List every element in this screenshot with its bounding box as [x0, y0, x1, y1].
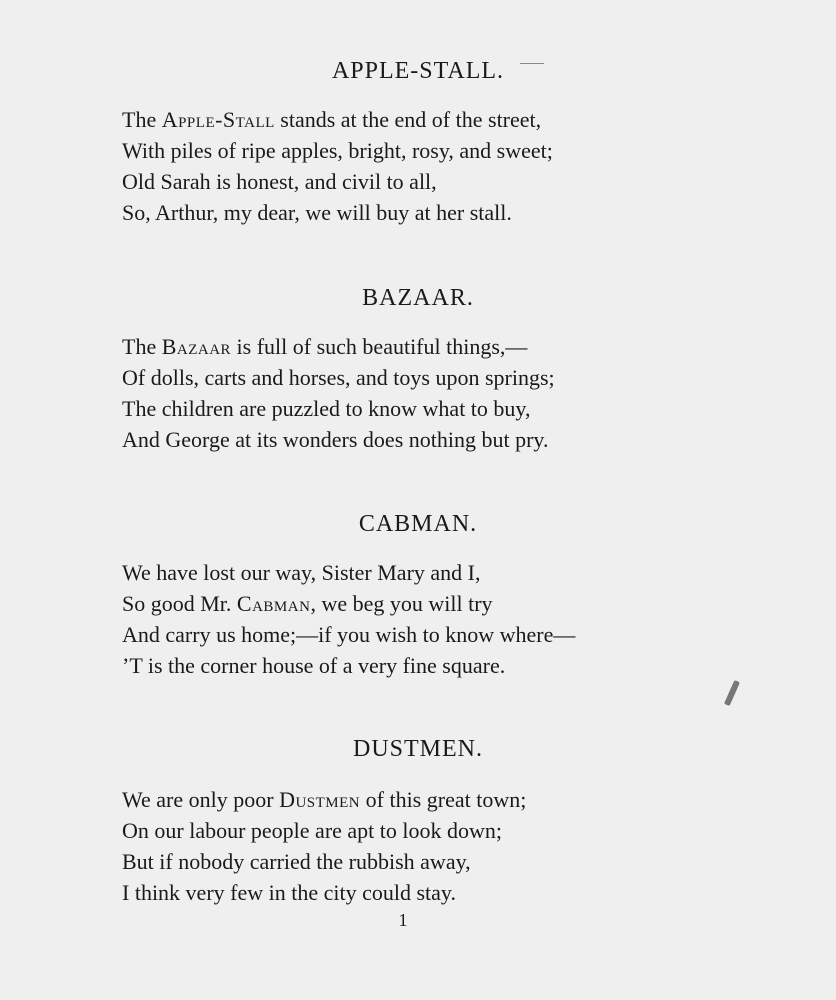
verse-apple-stall	[122, 104, 722, 228]
poem-title-cabman: CABMAN.	[358, 511, 478, 537]
verse-cabman	[122, 557, 722, 681]
verse-line: We are only poor Dustmen of this great town;	[122, 787, 527, 812]
page-number: 1	[398, 910, 408, 930]
poem-title-bazaar: BAZAAR.	[362, 285, 474, 311]
verse-line: Old Sarah is honest, and civil to all,	[122, 169, 437, 194]
verse-line: But if nobody carried the rubbish away,	[122, 849, 471, 874]
verse-line: The children are puzzled to know what to buy,	[122, 396, 531, 421]
verse-bazaar	[122, 331, 722, 455]
small-caps-word: Bazaar	[161, 334, 232, 359]
small-caps-word: Dustmen	[279, 787, 361, 812]
poem-title-dustmen: DUSTMEN.	[352, 736, 483, 762]
verse-line: Of dolls, carts and horses, and toys upon springs;	[122, 365, 555, 390]
verse-line: And carry us home;—if you wish to know where—	[122, 622, 576, 647]
verse-line: The Bazaar is full of such beautiful things,—	[122, 334, 528, 359]
verse-line: On our labour people are apt to look down;	[122, 818, 503, 843]
verse-line: We have lost our way, Sister Mary and I,	[122, 560, 481, 585]
small-caps-word: Cabman	[236, 591, 311, 616]
verse-line: With piles of ripe apples, bright, rosy, and sweet;	[122, 138, 553, 163]
small-caps-word: Apple-Stall	[161, 107, 275, 132]
verse-line: So good Mr. Cabman, we beg you will try	[122, 591, 493, 616]
pencil-mark	[724, 680, 740, 706]
verse-line: ’T is the corner house of a very fine square.	[122, 653, 506, 678]
verse-dustmen	[122, 784, 722, 908]
verse-line: So, Arthur, my dear, we will buy at her stall.	[122, 200, 512, 225]
verse-line: And George at its wonders does nothing but pry.	[122, 427, 549, 452]
poem-title-apple-stall: APPLE-STALL.	[331, 58, 505, 84]
verse-line: I think very few in the city could stay.	[122, 880, 456, 905]
verse-line: The Apple-Stall stands at the end of the street,	[122, 107, 542, 132]
